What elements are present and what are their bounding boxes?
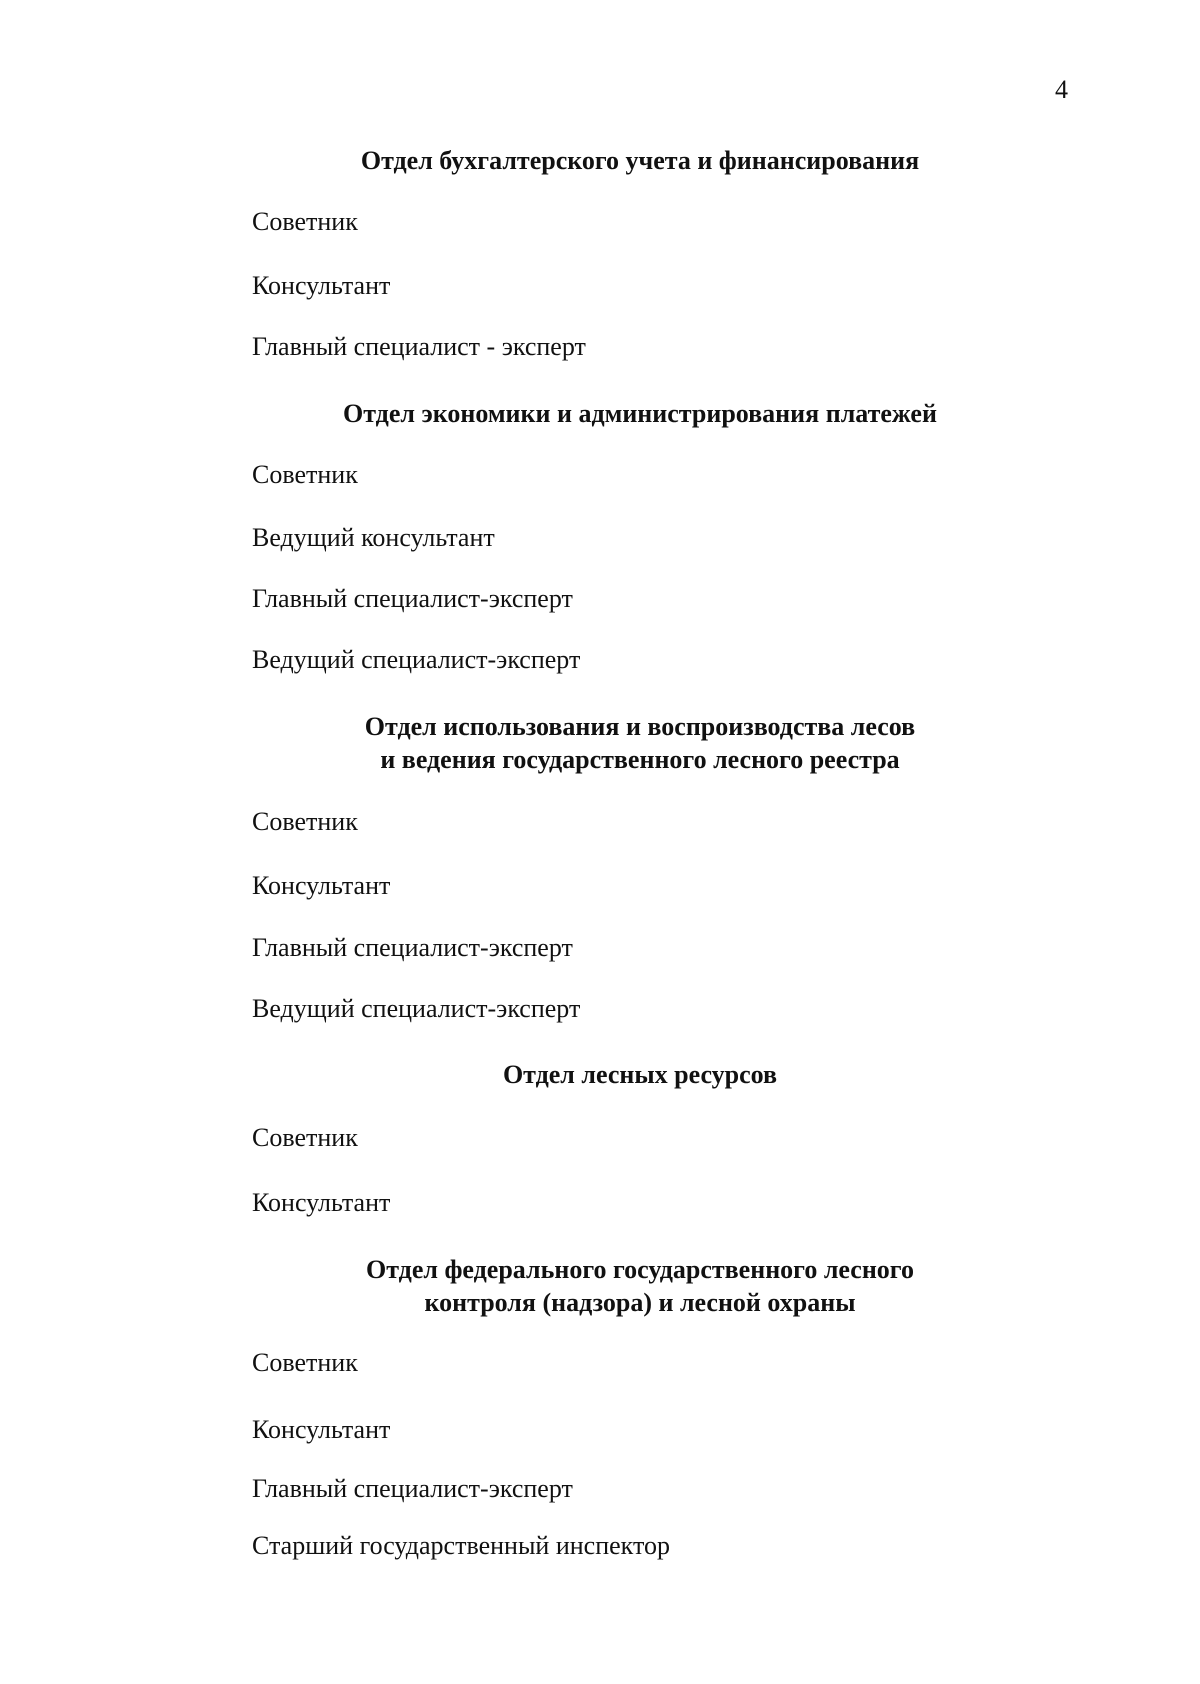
section-heading-line: Отдел экономики и администрирования платежей bbox=[343, 399, 937, 428]
section-heading-forest-resources bbox=[250, 1058, 1030, 1091]
position-item: Консультант bbox=[252, 1188, 391, 1217]
position-item: Советник bbox=[252, 807, 358, 836]
position-item: Советник bbox=[252, 207, 358, 236]
position-item: Ведущий консультант bbox=[252, 523, 495, 552]
position-item: Консультант bbox=[252, 1415, 391, 1444]
section-heading-line: Отдел федерального государственного лесного bbox=[366, 1255, 914, 1284]
section-heading-line: контроля (надзора) и лесной охраны bbox=[424, 1288, 856, 1317]
section-heading-line: Отдел использования и воспроизводства лесов bbox=[364, 712, 916, 741]
position-item: Главный специалист - эксперт bbox=[252, 332, 586, 361]
section-heading-line: Отдел бухгалтерского учета и финансирования bbox=[360, 146, 920, 175]
position-item: Советник bbox=[252, 460, 358, 489]
position-item: Ведущий специалист-эксперт bbox=[252, 994, 581, 1023]
position-item: Ведущий специалист-эксперт bbox=[252, 645, 581, 674]
position-item: Главный специалист-эксперт bbox=[252, 1474, 573, 1503]
position-item: Главный специалист-эксперт bbox=[252, 584, 573, 613]
section-heading-line: Отдел лесных ресурсов bbox=[502, 1060, 778, 1089]
position-item: Главный специалист-эксперт bbox=[252, 933, 573, 962]
page-number: 4 bbox=[1055, 75, 1068, 104]
position-item: Советник bbox=[252, 1348, 358, 1377]
section-heading-forest-control bbox=[250, 1253, 1030, 1319]
section-heading-forest-use bbox=[250, 710, 1030, 776]
position-item: Старший государственный инспектор bbox=[252, 1531, 670, 1560]
position-item: Консультант bbox=[252, 271, 391, 300]
section-heading-line: и ведения государственного лесного реестра bbox=[380, 745, 900, 774]
section-heading-accounting bbox=[250, 144, 1030, 177]
section-heading-economics bbox=[250, 397, 1030, 430]
position-item: Консультант bbox=[252, 871, 391, 900]
position-item: Советник bbox=[252, 1123, 358, 1152]
